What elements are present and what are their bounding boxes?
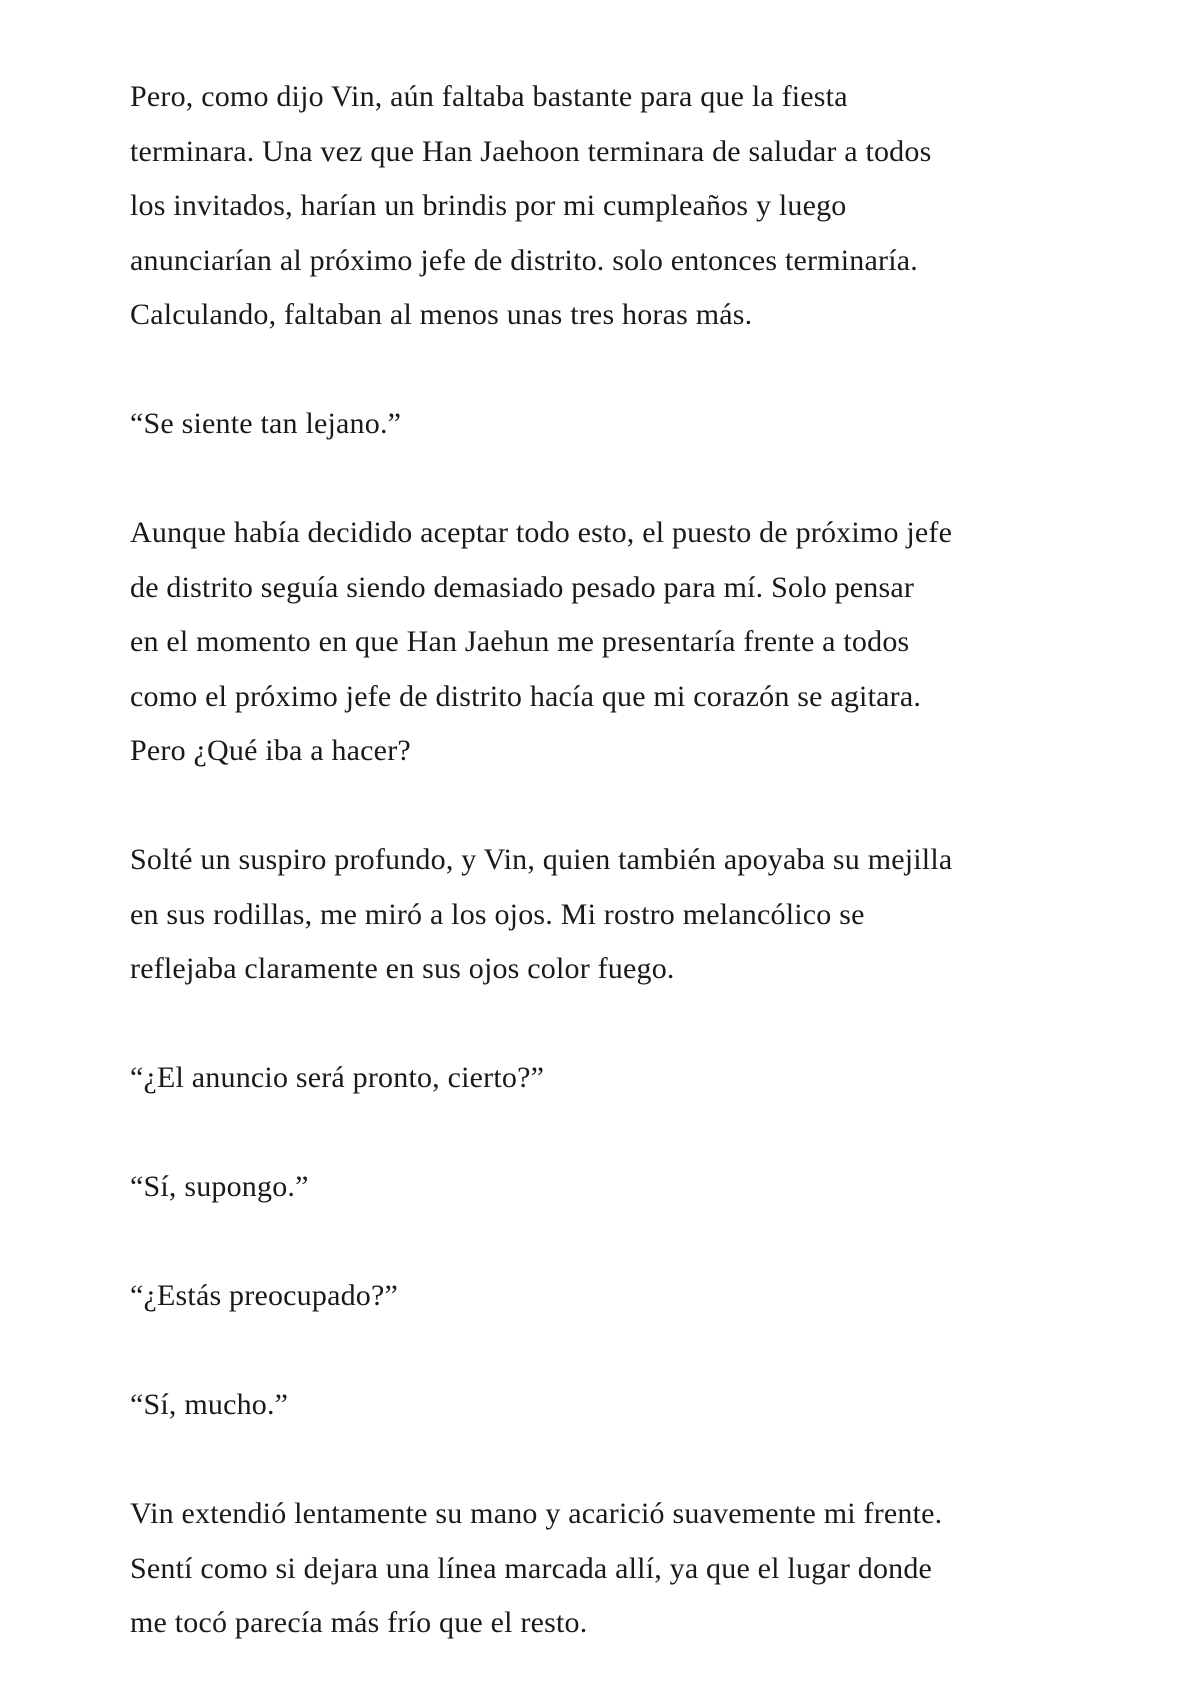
- text-line: como el próximo jefe de distrito hacía que mi corazón se agitara.: [130, 679, 922, 713]
- text-line: Calculando, faltaban al menos unas tres horas más.: [130, 298, 753, 331]
- paragraph-4: [130, 1487, 1090, 1651]
- text-line: terminara. Una vez que Han Jaehoon terminara de saludar a todos: [130, 134, 932, 168]
- paragraph-2: [130, 506, 1090, 779]
- paragraph-3: [130, 833, 1090, 997]
- text-line: reflejaba claramente en sus ojos color fuego.: [130, 952, 675, 985]
- text-line: anunciarían al próximo jefe de distrito. solo entonces terminaría.: [130, 243, 918, 277]
- dialogue-line-1: [130, 397, 1090, 452]
- text-line: “Se siente tan lejano.”: [130, 407, 402, 440]
- text-line: “Sí, mucho.”: [130, 1388, 289, 1421]
- dialogue-line-3: [130, 1160, 1090, 1215]
- text-line: Aunque había decidido aceptar todo esto, el puesto de próximo jefe: [130, 516, 953, 549]
- text-line: los invitados, harían un brindis por mi cumpleaños y luego: [130, 189, 847, 222]
- text-line: “Sí, supongo.”: [130, 1170, 309, 1203]
- document-body: [130, 70, 1090, 1705]
- text-line: Vin extendió lentamente su mano y acarició suavemente mi frente.: [130, 1497, 943, 1530]
- text-line: en el momento en que Han Jaehun me presentaría frente a todos: [130, 625, 910, 658]
- text-line: en sus rodillas, me miró a los ojos. Mi rostro melancólico se: [130, 897, 865, 931]
- dialogue-line-2: [130, 1051, 1090, 1106]
- text-line: de distrito seguía siendo demasiado pesado para mí. Solo pensar: [130, 570, 915, 604]
- text-line: Pero, como dijo Vin, aún faltaba bastante para que la fiesta: [130, 80, 848, 113]
- text-line: Sentí como si dejara una línea marcada allí, ya que el lugar donde: [130, 1551, 933, 1585]
- text-line: Pero ¿Qué iba a hacer?: [130, 734, 411, 767]
- dialogue-line-4: [130, 1269, 1090, 1324]
- dialogue-line-5: [130, 1378, 1090, 1433]
- text-line: “¿Estás preocupado?”: [130, 1279, 399, 1312]
- text-line: me tocó parecía más frío que el resto.: [130, 1606, 588, 1639]
- text-line: Solté un suspiro profundo, y Vin, quien también apoyaba su mejilla: [130, 843, 953, 876]
- text-line: “¿El anuncio será pronto, cierto?”: [130, 1061, 545, 1094]
- paragraph-1: [130, 70, 1090, 343]
